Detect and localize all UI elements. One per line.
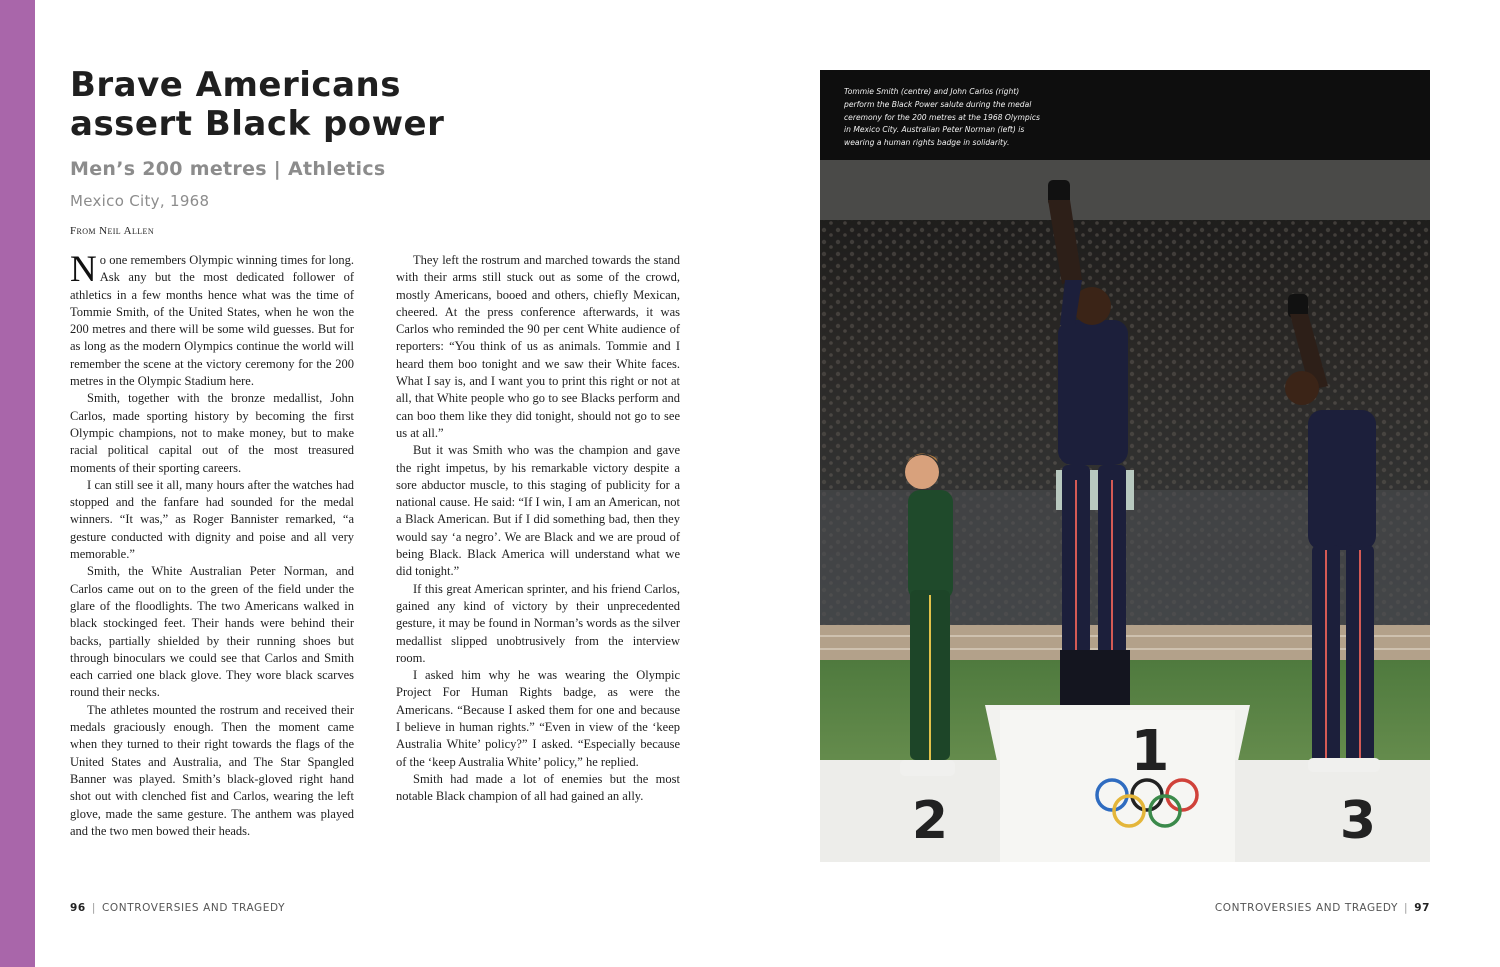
podium-number-first: 1 xyxy=(1130,719,1170,784)
paragraph: I can still see it all, many hours after the watches had stopped and the fanfare had sounded for the medal winners. “It was,” as Roger Bannister remarked, “a gesture conducted with dignity and poise and all very memorable.” xyxy=(70,477,354,562)
article-place: Mexico City, 1968 xyxy=(70,192,210,210)
drop-cap: N xyxy=(70,249,97,290)
page-number-right: 97 xyxy=(1414,902,1430,914)
section-label-right: CONTROVERSIES AND TRAGEDY xyxy=(1214,902,1399,914)
podium-illustration xyxy=(820,70,1430,862)
podium-number-third: 3 xyxy=(1339,791,1377,851)
article-column-2 xyxy=(396,252,680,806)
article-byline: From Neil Allen xyxy=(70,225,154,237)
podium-number-second: 2 xyxy=(911,791,949,851)
paragraph: If this great American sprinter, and his friend Carlos, gained any kind of victory by their unprecedented gesture, it may be found in Norman’s words as the silver medallist slipped unobtrusively from the interview room. xyxy=(396,581,680,665)
paragraph: Smith had made a lot of enemies but the most notable Black champion of all had gained an ally. xyxy=(396,771,680,804)
paragraph: Smith, together with the bronze medallist, John Carlos, made sporting history by becoming the first Olympic champions, not to make money, but to make racial political capital out of the most treasured moments of their sporting careers. xyxy=(70,391,354,475)
paragraph: Smith, the White Australian Peter Norman, and Carlos came out on to the green of the field under the glare of the floodlights. The two Americans walked in black stockinged feet. Their hands were behind their backs, partially shielded by their running shoes but through binoculars we could see that Carlos and Smith each carried one black glove. They wore black scarves round their necks. xyxy=(70,564,354,700)
section-label-left: CONTROVERSIES AND TRAGEDY xyxy=(101,902,286,914)
footer-separator: | xyxy=(91,902,96,914)
article-subtitle: Men’s 200 metres | Athletics xyxy=(70,158,386,180)
paragraph: They left the rostrum and marched towards the stand with their arms still stuck out as some of the crowd, mostly Americans, booed and others, chiefly Mexican, cheered. At the press conference afterwards, it was Carlos who reminded the 90 per cent White audience of reporters: “You think of us as animals. Tommie and I heard them boo tonight and we saw their White faces. What I say is, and I want you to print this right or not at all, that White people who go to see Blacks perform and can boo them like they did tonight, should not go to see us at all.” xyxy=(396,253,680,440)
paragraph: The athletes mounted the rostrum and received their medals graciously enough. Then the moment came when they turned to their right towards the flags of the United States and Australia, and The Star Spangled Banner was played. Smith’s black-gloved right hand shot out with clenched fist and Carlos, wearing the left glove, made the same gesture. The anthem was played and the two men bowed their heads. xyxy=(70,702,354,838)
page-number-left: 96 xyxy=(70,902,86,914)
article-title: Brave Americans assert Black power xyxy=(70,65,445,144)
article-column-1 xyxy=(70,249,354,840)
footer-left xyxy=(70,902,285,914)
footer-separator: | xyxy=(1404,902,1409,914)
accent-band xyxy=(0,0,35,967)
footer-right xyxy=(1215,902,1430,914)
paragraph: I asked him why he was wearing the Olympic Project For Human Rights badge, as were the Americans. “Because I asked them for one and because I believe in human rights.” “Even in view of the ‘keep Australia White’ policy?” I asked. “Especially because of the ‘keep Australia White’ policy,” he replied. xyxy=(396,668,680,769)
podium-photo xyxy=(820,70,1430,862)
paragraph: No one remembers Olympic winning times for long. Ask any but the most dedicated follower of athletics in a few months hence what was the time of Tommie Smith, of the United States, when he won the 200 metres and there will be some wild guesses. But for as long as the modern Olympics continue the world will remember the scene at the victory ceremony for the 200 metres in the Olympic Stadium here. xyxy=(70,249,354,389)
paragraph: But it was Smith who was the champion and gave the right impetus, by his remarkable victory despite a sore abductor muscle, to this staging of publicity for a national cause. He said: “If I win, I am an American, not a Black American. But if I did something bad, then they would say ‘a negro’. We are Black and we are proud of being Black. Black America will understand what we did tonight.” xyxy=(396,443,680,579)
photo-caption: Tommie Smith (centre) and John Carlos (right) perform the Black Power salute during the medal ceremony for the 200 metres at the 1968 Olympics in Mexico City. Australian Peter Norman (left) is wearing a human rights badge in solidarity. xyxy=(844,87,1040,148)
